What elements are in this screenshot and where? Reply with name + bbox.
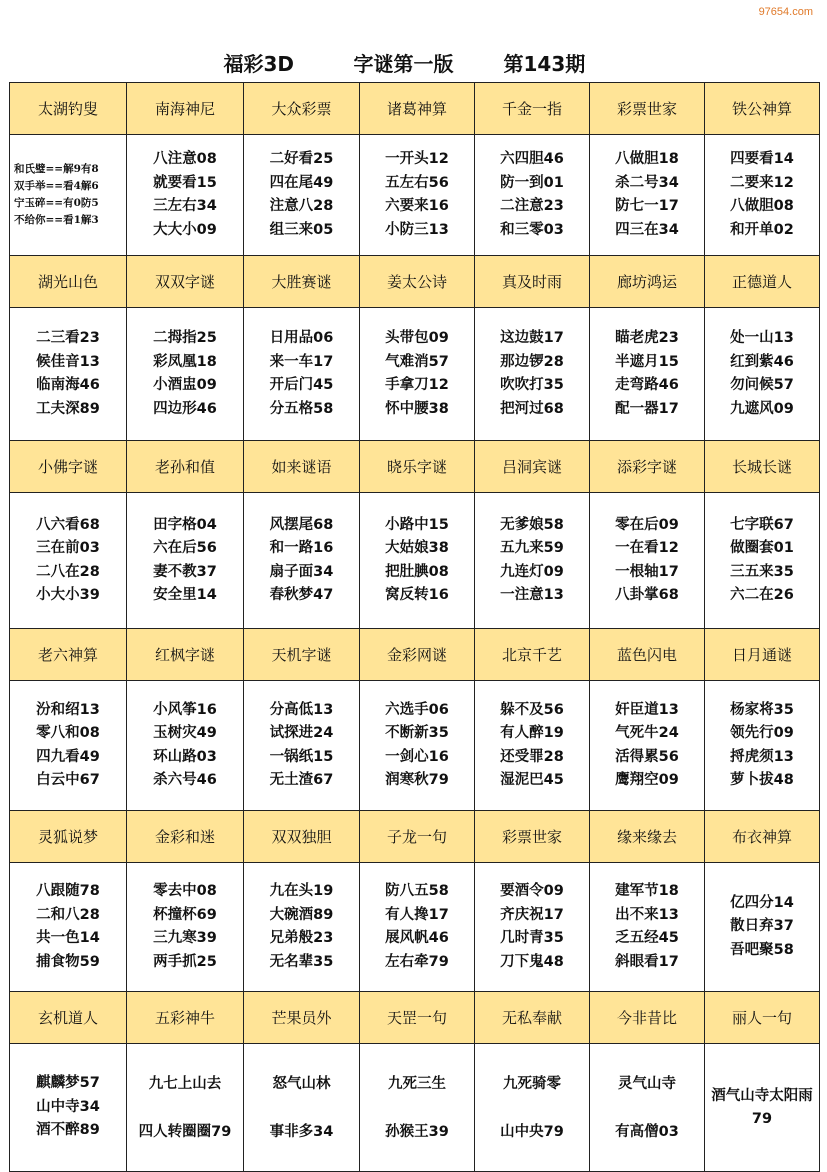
riddle-line: 防一到01 [500,174,564,191]
riddle-cell [475,308,590,441]
riddle-line: 彩凤凰18 [153,353,217,370]
riddle-cell [244,135,360,256]
column-header: 芒果员外 [244,992,360,1044]
content-row [10,135,820,256]
riddle-cell [475,681,590,811]
column-header: 添彩字谜 [590,441,705,493]
riddle-cell [360,135,475,256]
column-header: 子龙一句 [360,811,475,863]
riddle-line: 八做胆08 [730,198,794,214]
riddle-lines [360,514,474,608]
riddle-line: 乏五经45 [615,930,679,946]
riddle-line: 展风帆46 [385,930,449,946]
riddle-lines [360,699,474,793]
riddle-line: 红到紫46 [730,353,794,370]
riddle-cell [705,681,820,811]
riddle-line: 组三来05 [269,221,334,238]
riddle-lines [10,161,126,229]
column-header: 双双独胆 [244,811,360,863]
riddle-line: 一根轴17 [615,563,679,580]
column-header: 廊坊鸿运 [590,256,705,308]
riddle-lines [590,514,704,608]
riddle-line: 小酒盅09 [153,377,217,393]
riddle-lines [475,880,589,974]
header-row [10,992,820,1044]
riddle-lines [360,148,474,242]
riddle-cell [244,308,360,441]
riddle-line: 兄弟般23 [269,930,334,946]
column-header: 五彩神牛 [127,992,244,1044]
riddle-lines [244,1060,359,1156]
riddle-line: 六选手06 [385,701,449,718]
riddle-line: 怒气山林 [272,1075,331,1092]
riddle-line: 酒不醉89 [36,1122,100,1139]
riddle-line: 注意八28 [269,198,334,214]
riddle-line: 杨家将35 [730,701,794,718]
column-header: 蓝色闪电 [590,629,705,681]
riddle-cell [475,1044,590,1172]
riddle-lines [705,327,819,421]
riddle-line: 要酒令09 [500,883,564,899]
column-header: 彩票世家 [475,811,590,863]
column-header: 吕洞宾谜 [475,441,590,493]
riddle-cell [705,863,820,992]
riddle-cell [10,681,127,811]
column-header: 太湖钓叟 [10,83,127,135]
riddle-line: 出不来13 [615,906,679,923]
riddle-line: 四要看14 [730,151,794,167]
riddle-line: 无爹娘58 [500,516,564,533]
riddle-line: 酒气山寺太阳雨79 [711,1087,813,1127]
riddle-line: 就要看15 [153,174,217,191]
riddle-line: 二八在28 [36,563,100,580]
column-header: 大胜赛谜 [244,256,360,308]
title-issue: 第143期 [503,51,586,76]
riddle-line: 六要来16 [385,198,449,214]
riddle-lines [705,148,819,242]
column-header: 丽人一句 [705,992,820,1044]
riddle-lines [10,699,126,793]
column-header: 金彩和迷 [127,811,244,863]
column-header: 如来谜语 [244,441,360,493]
riddle-line: 小大小39 [36,587,100,603]
riddle-line: 风摆尾68 [269,516,334,533]
riddle-line: 鹰翔空09 [615,772,679,788]
header-row [10,83,820,135]
riddle-lines [590,880,704,974]
riddle-line: 防七一17 [615,198,679,214]
riddle-line: 八六看68 [36,516,100,533]
riddle-line: 九七上山去 [148,1075,222,1092]
riddle-line: 有人醉19 [500,725,564,741]
riddle-lines [705,1085,819,1131]
riddle-cell [360,308,475,441]
header-row [10,811,820,863]
riddle-line: 杀二号34 [615,174,679,191]
riddle-cell [590,681,705,811]
riddle-line: 零在后09 [615,516,679,533]
riddle-line: 领先行09 [730,725,794,741]
site-watermark: 97654.com [758,6,813,18]
column-header: 长城长谜 [705,441,820,493]
riddle-line: 六二在26 [730,587,794,603]
column-header: 姜太公诗 [360,256,475,308]
riddle-line: 有人搀17 [385,906,449,923]
riddle-lines [475,327,589,421]
content-row [10,1044,820,1172]
riddle-lines [475,1060,589,1156]
riddle-lines [705,514,819,608]
riddle-line: 一在看12 [615,540,679,556]
riddle-lines [705,892,819,963]
riddle-line: 九死三生 [388,1075,446,1092]
riddle-lines [10,1072,126,1143]
riddle-line: 和三零03 [500,221,564,238]
riddle-line: 斜眼看17 [615,953,679,970]
riddle-line: 五左右56 [385,174,449,191]
riddle-line: 九在头19 [269,883,334,899]
riddle-line: 头带包09 [385,330,449,346]
riddle-cell [10,863,127,992]
riddle-line: 来一车17 [269,353,334,370]
riddle-line: 无土渣67 [269,772,334,788]
riddle-cell [10,493,127,629]
riddle-lines [590,327,704,421]
riddle-cell [360,863,475,992]
riddle-line: 环山路03 [153,748,217,765]
column-header: 老六神算 [10,629,127,681]
column-header: 南海神尼 [127,83,244,135]
column-header: 缘来缘去 [590,811,705,863]
riddle-line: 把肚腆08 [385,563,449,580]
riddle-line: 四在尾49 [269,174,334,191]
riddle-line: 活得累56 [615,748,679,765]
riddle-line: 汾和绍13 [36,701,100,718]
riddle-line: 八卦掌68 [615,587,679,603]
riddle-cell [360,493,475,629]
riddle-line: 散日弃37 [730,918,794,935]
riddle-line: 吹吹打35 [500,377,564,393]
column-header: 诸葛神算 [360,83,475,135]
riddle-line: 二和八28 [36,906,100,923]
riddle-line: 山中央79 [500,1123,564,1140]
riddle-line: 半遮月15 [615,353,679,370]
riddle-line: 扇子面34 [269,563,334,580]
riddle-line: 九遮风09 [730,400,794,417]
riddle-cell [705,135,820,256]
riddle-line: 奸臣道13 [615,701,679,718]
riddle-line: 勿问候57 [730,377,794,393]
riddle-lines [10,514,126,608]
riddle-lines [475,514,589,608]
column-header: 日月通谜 [705,629,820,681]
riddle-line: 二三看23 [36,330,100,346]
riddle-line: 三在前03 [36,540,100,556]
riddle-cell [127,863,244,992]
riddle-cell [10,308,127,441]
column-header: 红枫字谜 [127,629,244,681]
riddle-line: 三九寒39 [153,930,217,946]
riddle-cell [475,135,590,256]
riddle-cell [127,493,244,629]
riddle-line: 瞄老虎23 [615,330,679,346]
riddle-line: 做圈套01 [730,540,794,556]
column-header: 老孙和值 [127,441,244,493]
riddle-line: 八做胆18 [615,151,679,167]
riddle-line: 宁玉碎==有0防5 [14,197,99,209]
column-header: 正德道人 [705,256,820,308]
content-row [10,681,820,811]
riddle-line: 还受罪28 [500,748,564,765]
riddle-lines [244,699,359,793]
riddle-lines [475,699,589,793]
header-row [10,629,820,681]
riddle-cell [10,135,127,256]
column-header: 金彩网谜 [360,629,475,681]
column-header: 双双字谜 [127,256,244,308]
riddle-lines [127,699,243,793]
column-header: 真及时雨 [475,256,590,308]
riddle-line: 杯撞杯69 [153,906,217,923]
riddle-cell [360,1044,475,1172]
riddle-line: 分高低13 [269,701,334,718]
riddle-line: 小防三13 [385,221,449,238]
riddle-lines [127,1060,243,1156]
riddle-line: 二注意23 [500,198,564,214]
riddle-line: 白云中67 [36,772,100,788]
riddle-line: 防八五58 [385,883,449,899]
riddle-line: 窝反转16 [385,587,449,603]
riddle-line: 手拿刀12 [385,377,449,393]
riddle-line: 八跟随78 [36,883,100,899]
riddle-line: 和氏璧==解9有8 [14,163,99,175]
riddle-cell [590,308,705,441]
riddle-line: 和一路16 [269,540,334,556]
riddle-cell [244,1044,360,1172]
riddle-cell [590,135,705,256]
riddle-line: 九死骑零 [503,1075,561,1092]
riddle-line: 四人转圈圈79 [138,1123,232,1140]
riddle-line: 零八和08 [36,725,100,741]
column-header: 天罡一句 [360,992,475,1044]
column-header: 灵狐说梦 [10,811,127,863]
riddle-line: 湿泥巴45 [500,772,564,788]
riddle-line: 走弯路46 [615,377,679,393]
page-title [0,47,827,77]
riddle-lines [244,880,359,974]
riddle-line: 试探进24 [269,725,334,741]
riddle-line: 三左右34 [153,198,217,214]
riddle-cell [475,493,590,629]
riddle-line: 开后门45 [269,377,334,393]
riddle-line: 杀六号46 [153,772,217,788]
content-row [10,308,820,441]
column-header: 大众彩票 [244,83,360,135]
riddle-cell [705,493,820,629]
riddle-line: 气死牛24 [615,725,679,741]
riddle-line: 不给你==看1解3 [14,214,99,226]
riddle-lines [244,514,359,608]
riddle-line: 事非多34 [269,1123,334,1140]
riddle-line: 这边鼓17 [500,330,564,346]
riddle-cell [475,863,590,992]
riddle-lines [10,880,126,974]
column-header: 小佛字谜 [10,441,127,493]
riddle-line: 孙猴王39 [385,1123,449,1140]
riddle-line: 捕食物59 [36,953,100,970]
header-row [10,441,820,493]
riddle-line: 把河过68 [500,400,564,417]
riddle-line: 处一山13 [730,330,794,346]
riddle-line: 一注意13 [500,587,564,603]
riddle-line: 工夫深89 [36,400,100,417]
column-header: 湖光山色 [10,256,127,308]
column-header: 铁公神算 [705,83,820,135]
riddle-line: 小路中15 [385,516,449,533]
riddle-lines [360,1060,474,1156]
riddle-table [9,82,820,1172]
riddle-lines [360,880,474,974]
riddle-line: 怀中腰38 [385,400,449,417]
column-header: 天机字谜 [244,629,360,681]
riddle-line: 一剑心16 [385,748,449,765]
riddle-lines [127,880,243,974]
riddle-line: 左右牵79 [385,953,449,970]
riddle-line: 七字联67 [730,516,794,533]
riddle-line: 那边锣28 [500,353,564,370]
riddle-line: 双手举==看4解6 [14,180,99,192]
riddle-line: 大大小09 [153,221,217,238]
riddle-line: 安全里14 [153,587,217,603]
riddle-line: 四三在34 [615,221,679,238]
riddle-cell [244,681,360,811]
riddle-cell [244,493,360,629]
column-header: 晓乐字谜 [360,441,475,493]
riddle-line: 捋虎须13 [730,748,794,765]
riddle-cell [590,1044,705,1172]
riddle-line: 零去中08 [153,883,217,899]
riddle-line: 候佳音13 [36,353,100,370]
riddle-lines [360,327,474,421]
riddle-lines [127,148,243,242]
column-header: 千金一指 [475,83,590,135]
riddle-line: 大碗酒89 [269,906,334,923]
riddle-line: 吾吧聚58 [730,941,794,958]
column-header: 无私奉献 [475,992,590,1044]
riddle-line: 几时青35 [500,930,564,946]
riddle-cell [244,863,360,992]
riddle-line: 二要来12 [730,174,794,191]
riddle-line: 玉树灾49 [153,725,217,741]
column-header: 布衣神算 [705,811,820,863]
riddle-line: 二好看25 [269,151,334,167]
riddle-line: 两手抓25 [153,953,217,970]
riddle-line: 一锅纸15 [269,748,334,765]
header-row [10,256,820,308]
content-row [10,493,820,629]
riddle-line: 九连灯09 [500,563,564,580]
riddle-lines [127,514,243,608]
riddle-line: 八注意08 [153,151,217,167]
column-header: 彩票世家 [590,83,705,135]
riddle-line: 临南海46 [36,377,100,393]
riddle-line: 萝卜拔48 [730,772,794,788]
riddle-lines [127,327,243,421]
riddle-lines [244,148,359,242]
riddle-cell [127,308,244,441]
riddle-line: 大姑娘38 [385,540,449,556]
riddle-line: 不断新35 [385,725,449,741]
riddle-line: 气难消57 [385,353,449,370]
riddle-line: 无名辈35 [269,953,334,970]
riddle-line: 刀下鬼48 [500,953,564,970]
riddle-cell [705,1044,820,1172]
riddle-line: 分五格58 [269,400,334,417]
riddle-line: 建军节18 [615,883,679,899]
riddle-lines [10,327,126,421]
content-row [10,863,820,992]
title-lottery: 福彩3D [223,51,295,76]
riddle-lines [590,699,704,793]
riddle-line: 妻不教37 [153,563,217,580]
riddle-line: 和开单02 [730,221,794,238]
riddle-line: 四边形46 [153,400,217,417]
riddle-cell [705,308,820,441]
riddle-line: 有高僧03 [615,1123,679,1140]
riddle-cell [127,681,244,811]
riddle-line: 躲不及56 [500,701,564,718]
riddle-line: 小风筝16 [153,701,217,718]
riddle-lines [475,148,589,242]
riddle-line: 五九来59 [500,540,564,556]
riddle-lines [590,148,704,242]
riddle-cell [590,863,705,992]
column-header: 玄机道人 [10,992,127,1044]
riddle-cell [360,681,475,811]
riddle-line: 亿四分14 [730,894,794,911]
riddle-cell [590,493,705,629]
riddle-line: 山中寺34 [36,1098,100,1115]
column-header: 北京千艺 [475,629,590,681]
riddle-cell [127,135,244,256]
riddle-line: 六四胆46 [500,151,564,167]
riddle-line: 一开头12 [385,151,449,167]
riddle-line: 田字格04 [153,516,217,533]
riddle-line: 四九看49 [36,748,100,765]
riddle-line: 齐庆祝17 [500,906,564,923]
riddle-line: 共一色14 [36,930,100,946]
riddle-line: 六在后56 [153,540,217,556]
riddle-line: 麒麟梦57 [36,1075,100,1092]
title-edition: 字谜第一版 [353,51,454,76]
riddle-line: 三五来35 [730,563,794,580]
riddle-line: 灵气山寺 [618,1075,676,1092]
riddle-line: 日用品06 [269,330,334,346]
riddle-line: 配一器17 [615,400,679,417]
riddle-line: 二拇指25 [153,330,217,346]
riddle-line: 润寒秋79 [385,772,449,788]
riddle-lines [705,699,819,793]
riddle-line: 春秋梦47 [269,587,334,603]
column-header: 今非昔比 [590,992,705,1044]
riddle-cell [127,1044,244,1172]
riddle-lines [590,1060,704,1156]
riddle-cell [10,1044,127,1172]
riddle-lines [244,327,359,421]
